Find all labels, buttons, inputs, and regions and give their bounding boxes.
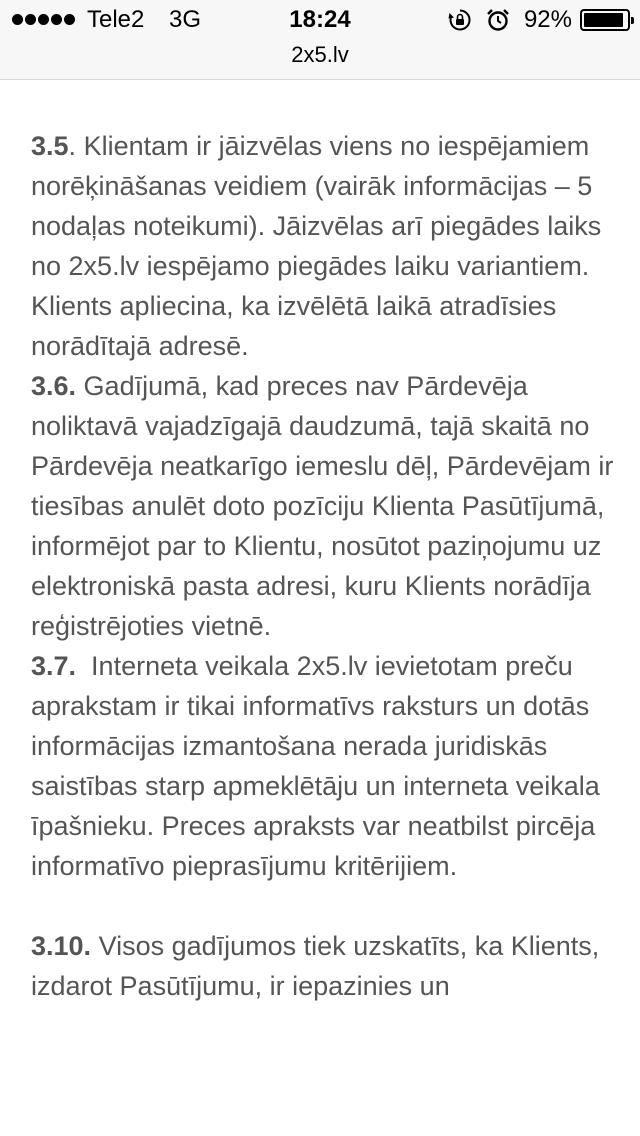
status-bar [0,0,640,40]
paragraph-gap [31,886,621,926]
section-3-5 [31,126,621,366]
section-number: 3.5 [31,131,69,161]
url-bar[interactable]: 2x5.lv [291,42,349,67]
browser-header [0,0,640,80]
section-number: 3.7. [31,651,77,681]
alarm-icon [486,8,510,32]
battery-icon [580,9,630,31]
section-text: Visos gadījumos tiek uzskatīts, ka Klients, izdarot Pasūtījumu, ir iepazinies un [31,931,600,1001]
section-number: 3.10. [31,931,92,961]
section-3-10 [31,926,621,1006]
section-number: 3.6. [31,371,77,401]
section-3-6 [31,366,621,646]
battery-percent: 92% [523,6,572,33]
network-type: 3G [169,6,202,33]
status-time: 18:24 [289,6,351,33]
battery-fill [584,13,623,27]
section-3-7 [31,646,621,886]
status-right-group [448,6,630,34]
section-text: Interneta veikala 2x5.lv ievietotam preču aprakstam ir tikai informatīvs raksturs un dotās informācijas izmantošana nerada juridiskās saistības starp apmeklētāju un interneta veikala īpašnieku. Preces apraksts var neatbilst pircēja informatīvo pieprasījumu kritērijiem. [31,651,608,881]
rotation-lock-icon [448,8,472,32]
terms-content [31,126,621,1006]
section-text: Klientam ir jāizvēlas viens no iespējamiem norēķināšanas veidiem (vairāk informācijas – 5 nodaļas noteikumi). Jāizvēlas arī piegādes laiks no 2x5.lv iespējamo piegādes laiku variantiem. Klients apliecina, ka izvēlētā laikā atradīsies norādītajā adresē. [31,131,602,361]
section-text: Gadījumā, kad preces nav Pārdevēja noliktavā vajadzīgajā daudzumā, tajā skaitā no Pārdevēja neatkarīgo iemeslu dēļ, Pārdevējam ir tiesības anulēt doto pozīciju Klienta Pasūtījumā, informējot par to Klientu, nosūtot paziņojumu uz elektroniskā pasta adresi, kuru Klients norādīja reģistrējoties vietnē. [31,371,614,641]
section-number-suffix: . [68,131,77,161]
carrier-name: Tele2 [87,6,145,33]
